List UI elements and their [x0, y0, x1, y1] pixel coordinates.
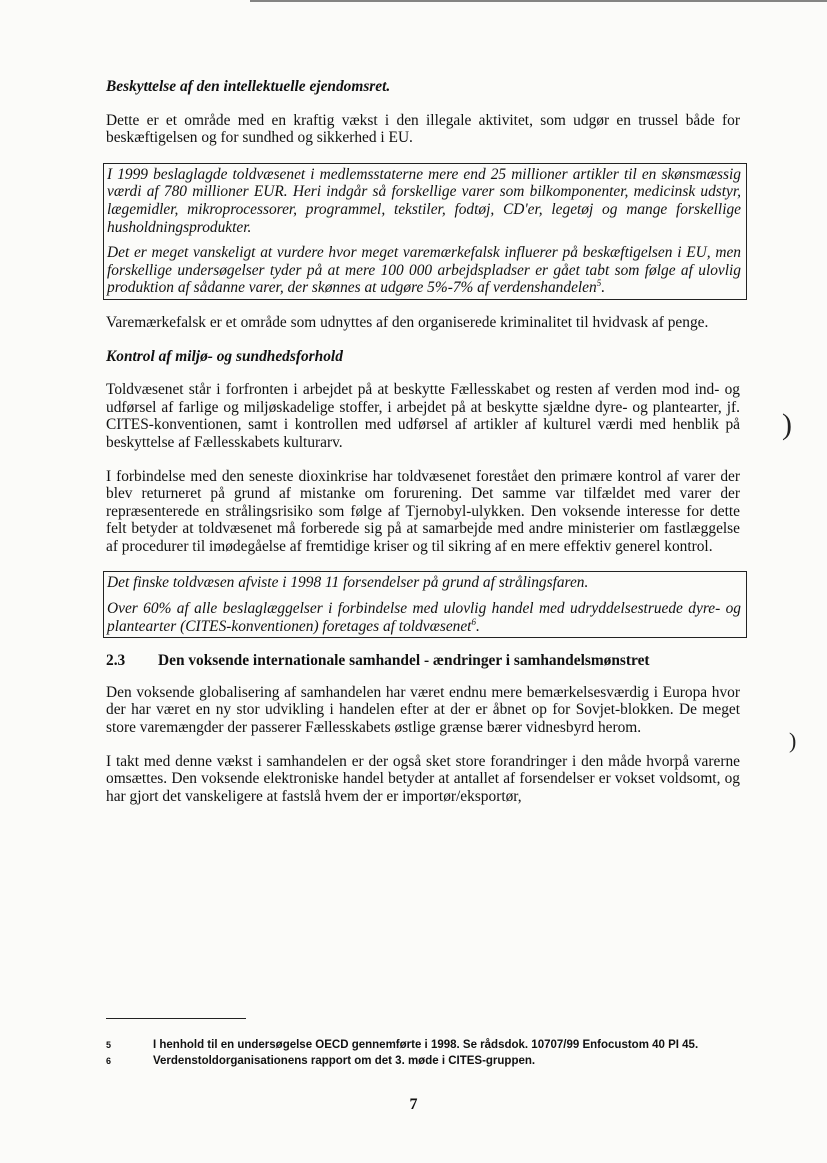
footnote-number: 6: [106, 1056, 112, 1066]
footnotes: [106, 1037, 740, 1069]
paragraph: Toldvæsenet står i forfronten i arbejdet på at beskytte Fællesskabet og resten af verden mod ind- og udførsel af farlige og miljøskadelige stoffer, i arbejdet på at beskytte sjældne dyre- og plantearter, jf. CITES-konventionen, samt i kontrollen med udførsel af artikler af kulturel værdi med henblik på beskyttelse af Fællesskabets kulturarv.: [106, 381, 740, 451]
main-text: [106, 78, 740, 821]
paragraph: Dette er et område med en kraftig vækst i den illegale aktivitet, som udgør en trussel både for beskæftigelsen og for sundhed og sikkerhed i EU.: [106, 111, 740, 147]
punch-hole-mark-icon: ): [789, 728, 797, 753]
info-box-counterfeit: [103, 163, 747, 300]
heading-intellectual-property: Beskyttelse af den intellektuelle ejendomsret.: [106, 78, 391, 95]
footnote-text: Verdenstoldorganisationens rapport om det 3. møde i CITES-gruppen.: [153, 1055, 536, 1067]
box-text: Det er meget vanskeligt at vurdere hvor meget varemærkefalsk influerer på beskæftigelsen i EU, men forskellige undersøgelser tyder på at mere 100 000 arbejdspladser er gået tabt som følge af ulovlig produktion af sådanne varer, der skønnes at udgøre 5%-7% af verdenshandelen: [107, 244, 741, 297]
scan-edge-line: [250, 0, 827, 2]
section-heading: [106, 652, 740, 670]
section-number: 2.3: [106, 652, 126, 670]
paragraph: Varemærkefalsk er et område som udnyttes af den organiserede kriminalitet til hvidvask af penge.: [106, 313, 709, 331]
footnote: [106, 1053, 740, 1069]
footnote-text: I henhold til en undersøgelse OECD gennemførte i 1998. Se rådsdok. 10707/99 Enfocustom 40 PI 45.: [153, 1039, 699, 1051]
box-paragraph: [107, 600, 741, 635]
footnote-ref[interactable]: 5: [596, 278, 602, 289]
paragraph: I takt med denne vækst i samhandelen er der også sket store forandringer i den måde hvorpå varerne omsættes. Den voksende elektroniske handel betyder at antallet af forsendelser er vokset voldsomt, og har gjort det vanskeligere at fastslå hvem der er importør/eksportør,: [106, 752, 740, 805]
box-text: Over 60% af alle beslaglæggelser i forbindelse med ulovlig handel med udryddelsestruede dyre- og plantearter (CITES-konventionen) foretages af toldvæsenet: [107, 600, 741, 635]
footnote: [106, 1037, 740, 1053]
footnote-ref[interactable]: 6: [471, 616, 476, 627]
page-number: 7: [409, 1096, 418, 1113]
box-paragraph: I 1999 beslaglagde toldvæsenet i medlemsstaterne mere end 25 millioner artikler til en skønsmæssig værdi af 780 millioner EUR. Heri indgår så forskellige varer som bilkomponenter, medicinsk udstyr, lægemidler, mikroprocessorer, programmel, tekstiler, fodtøj, CD'er, legetøj og mange forskellige husholdningsprodukter.: [107, 165, 741, 236]
footnote-divider: [106, 1018, 246, 1019]
punch-hole-mark-icon: ): [782, 408, 792, 441]
box-paragraph: [107, 244, 741, 297]
period: .: [475, 617, 480, 635]
paragraph: I forbindelse med den seneste dioxinkrise har toldvæsenet forestået den primære kontrol af varer der blev returneret på grund af mistanke om forurening. Det samme var tilfældet med varer der repræsenterede en strålingsrisiko som følge af Tjernobyl-ulykken. Den voksende interesse for dette felt betyder at toldvæsenet må forberede sig på at samarbejde med andre ministerier om fastlæggelse af procedurer til imødegåelse af fremtidige kriser og til sikring af en mere effektiv generel kontrol.: [106, 467, 740, 555]
heading-environment-health: Kontrol af miljø- og sundhedsforhold: [106, 347, 343, 365]
period: .: [601, 279, 606, 297]
box-paragraph: Det finske toldvæsen afviste i 1998 11 forsendelser på grund af strålingsfaren.: [107, 574, 589, 592]
paragraph: Den voksende globalisering af samhandelen har været endnu mere bemærkelsesværdig i Europa hvor der har været en ny stor udvikling i handelen efter at der er åbnet op for Sovjet-blokken. De meget store varemængder der passerer Fællesskabets østlige grænse bærer vidnesbyrd herom.: [106, 683, 740, 737]
footnote-number: 5: [106, 1040, 112, 1050]
info-box-radiation: [103, 571, 747, 638]
section-title: Den voksende internationale samhandel - ændringer i samhandelsmønstret: [158, 652, 650, 670]
